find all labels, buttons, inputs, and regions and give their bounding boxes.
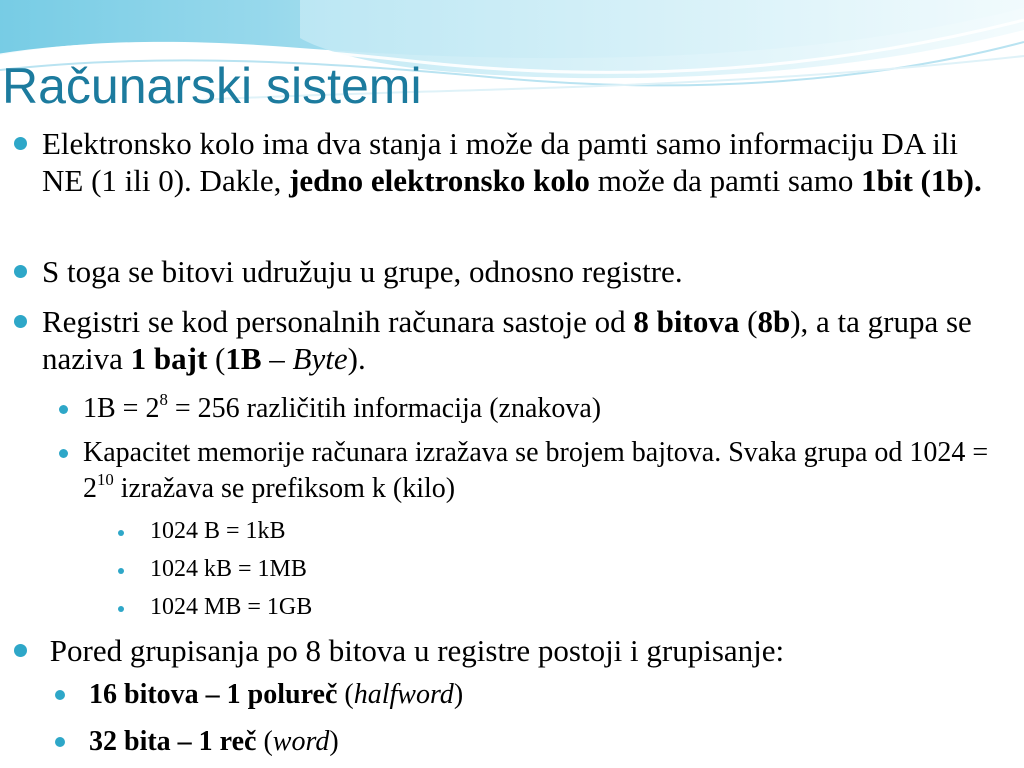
sub-bullet-byte-values: $1B = 2^8 = 256$ različitih informacija (znakova) (83, 391, 1008, 427)
bullet-dot-icon (14, 315, 27, 328)
bullet-dot-icon (55, 690, 65, 700)
bullet-dot-icon (14, 265, 27, 278)
unit-list-item: 1024 B = 1kB (150, 516, 950, 546)
bullet-other-grouping: Pored grupisanja po 8 bitova u registre postoji i grupisanje: (42, 632, 982, 669)
bullet-dot-icon (118, 568, 124, 574)
sub-bullet-memory-capacity: Kapacitet memorije računara izražava se brojem bajtova. Svaka grupa od $1024 = 2^{10}$ izražava se prefiksom k (kilo) (83, 435, 1008, 507)
bullet-dot-icon (59, 405, 68, 414)
slide-title: Računarski sistemi (2, 58, 422, 114)
group-halfword: 16 bitova – 1 polureč (halfword) (89, 677, 989, 713)
bullet-bit-grouping: S toga se bitovi udružuju u grupe, odnosno registre. (42, 253, 982, 290)
unit-list-item: 1024 MB = 1GB (150, 592, 950, 622)
bullet-dot-icon (55, 737, 65, 747)
bullet-registers: Registri se kod personalnih računara sastoje od 8 bitova (8b), a ta grupa se naziva 1 bajt (1B – Byte). (42, 303, 982, 377)
bullet-dot-icon (59, 449, 68, 458)
unit-list-item: 1024 kB = 1MB (150, 554, 950, 584)
bullet-dot-icon (14, 644, 27, 657)
bullet-dot-icon (14, 137, 27, 150)
bullet-dot-icon (118, 530, 124, 536)
bullet-electronic-circuit: Elektronsko kolo ima dva stanja i može da pamti samo informaciju DA ili NE (1 ili 0). Dakle, jedno elektronsko kolo može da pamti samo 1bit (1b). (42, 125, 982, 199)
group-word: 32 bita – 1 reč (word) (89, 724, 989, 760)
bullet-dot-icon (118, 606, 124, 612)
